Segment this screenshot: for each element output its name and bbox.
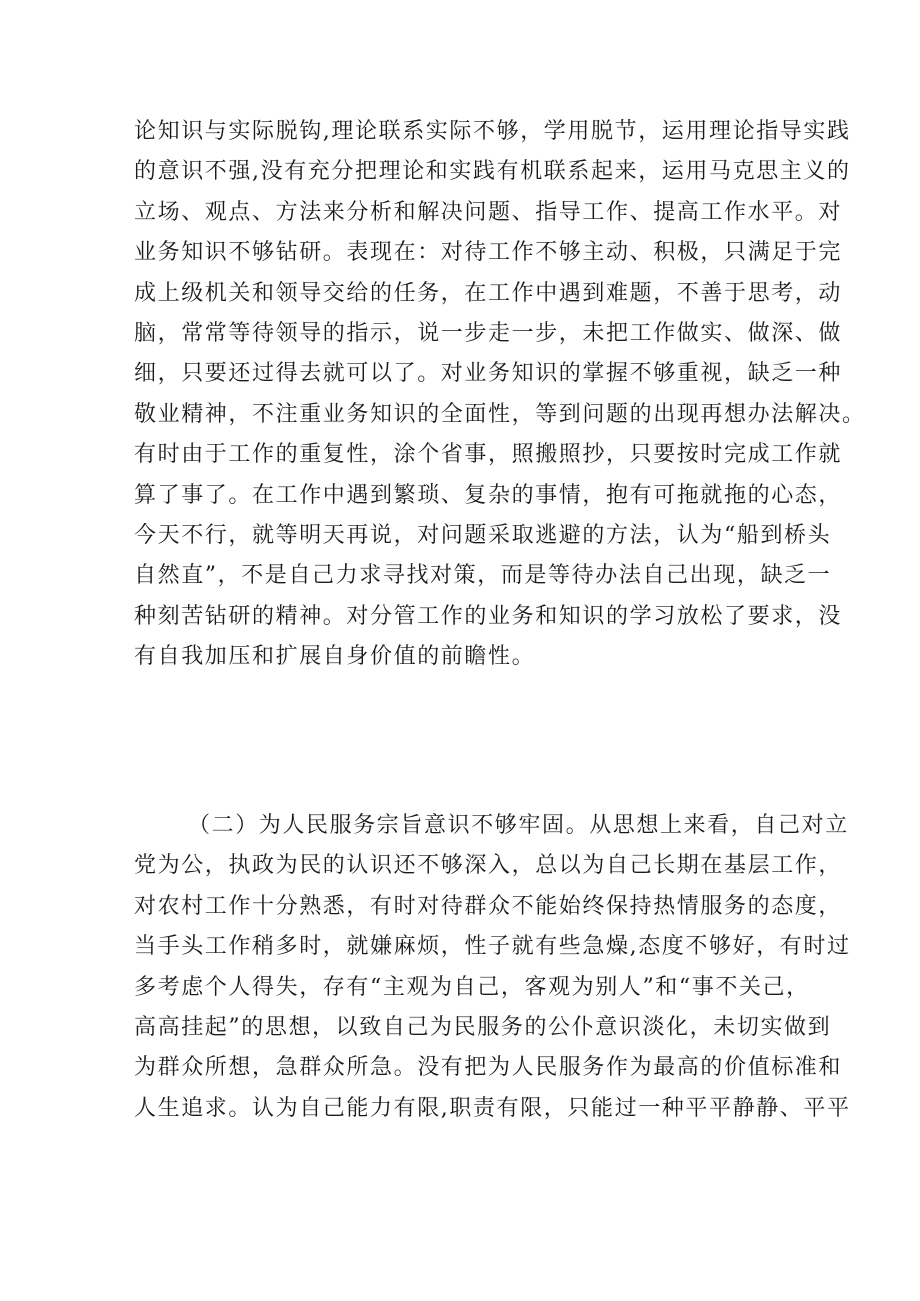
text-line: 自然直”，不是自己力求寻找对策，而是等待办法自己出现，缺乏一: [134, 563, 832, 589]
text-line: 算了事了。在工作中遇到繁琐、复杂的事情，抱有可拖就拖的心态，: [134, 482, 843, 508]
text-line: 细，只要还过得去就可以了。对业务知识的掌握不够重视，缺乏一种: [134, 361, 843, 387]
paragraph-1: [134, 112, 866, 677]
text-line: 今天不行，就等明天再说，对问题采取逃避的方法，认为“船到桥头: [134, 522, 832, 548]
text-line: 脑，常常等待领导的指示，说一步走一步，未把工作做实、做深、做: [134, 320, 843, 346]
text-line: 论知识与实际脱钩,理论联系实际不够，学用脱节，运用理论指导实践: [134, 119, 851, 144]
text-line: 敬业精神，不注重业务知识的全面性，等到问题的出现再想办法解决。: [134, 401, 866, 427]
text-line: 业务知识不够钻研。表现在：对待工作不够主动、积极，只满足于完: [134, 240, 843, 266]
text-line: 种刻苦钻研的精神。对分管工作的业务和知识的学习放松了要求，没: [134, 603, 843, 629]
text-line: 的意识不强,没有充分把理论和实践有机联系起来，运用马克思主义的: [134, 159, 851, 185]
text-line: 成上级机关和领导交给的任务，在工作中遇到难题，不善于思考，动: [134, 280, 843, 306]
paragraph-2: [134, 806, 851, 1129]
text-line: 多考虑个人得失，存有“主观为自己，客观为别人”和“事不关己，: [134, 974, 810, 1000]
text-line: 对农村工作十分熟悉，有时对待群众不能始终保持热情服务的态度，: [134, 893, 843, 919]
text-line: 立场、观点、方法来分析和解决问题、指导工作、提高工作水平。对: [134, 199, 843, 225]
text-line: 高高挂起”的思想，以致自己为民服务的公仆意识淡化，未切实做到: [134, 1014, 832, 1040]
text-line: 有自我加压和扩展自身价值的前瞻性。: [134, 644, 536, 670]
text-line: 为群众所想，急群众所急。没有把为人民服务作为最高的价值标准和: [134, 1055, 843, 1081]
text-line: 人生追求。认为自己能力有限,职责有限，只能过一种平平静静、平平: [134, 1095, 851, 1121]
text-line: 当手头工作稍多时，就嫌麻烦，性子就有些急燥,态度不够好，有时过: [134, 934, 851, 960]
section-heading-line: （二）为人民服务宗旨意识不够牢固。从思想上来看，自己对立: [188, 813, 849, 838]
text-line: 有时由于工作的重复性，涂个省事，照搬照抄，只要按时完成工作就: [134, 442, 843, 468]
text-line: 党为公，执政为民的认识还不够深入，总以为自己长期在基层工作，: [134, 853, 843, 879]
